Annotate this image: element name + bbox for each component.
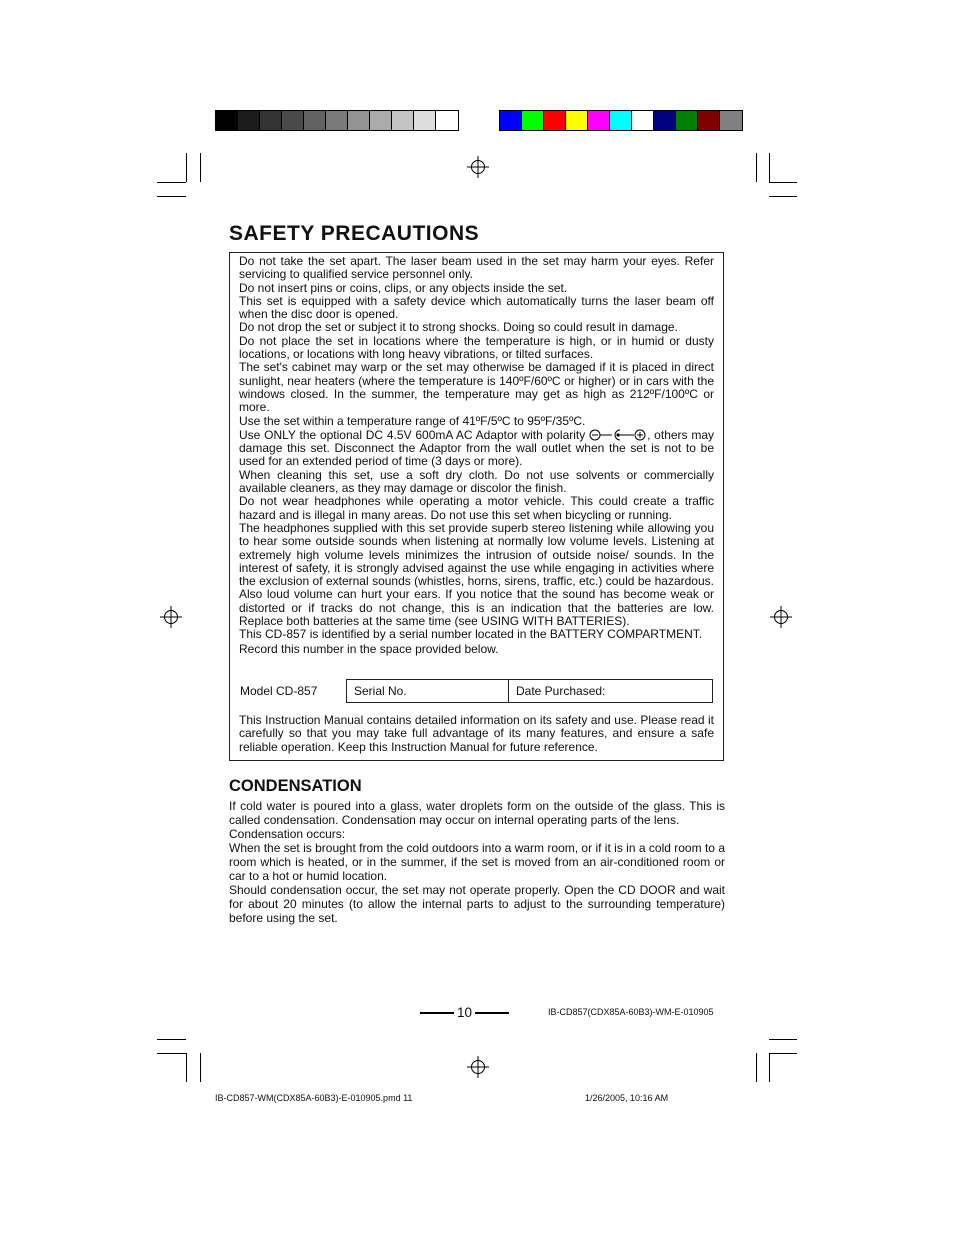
safety-paragraph: Use the set within a temperature range of 41ºF/5ºC to 95ºF/35ºC. [239,413,586,428]
crop-mark [157,196,186,197]
color-swatch [676,111,698,130]
registration-target-icon [770,606,792,628]
safety-paragraph: Do not drop the set or subject it to strong shocks. Doing so could result in damage. [239,320,678,335]
color-calibration-bar [499,110,743,131]
crop-mark [756,1053,757,1082]
color-swatch [392,111,414,130]
crop-mark [157,182,186,183]
safety-paragraph: This set is equipped with a safety device which automatically turns the laser beam off when the disc door is opened. [239,293,714,322]
registration-target-icon [467,156,489,178]
page-number: 10 [457,1005,473,1020]
safety-text [239,255,714,656]
crop-mark [200,153,201,182]
color-swatch [720,111,742,130]
color-swatch [414,111,436,130]
color-swatch [238,111,260,130]
crop-mark [186,153,187,182]
safety-paragraph: This CD-857 is identified by a serial number located in the BATTERY COMPARTMENT. [239,627,703,642]
manual-note [239,714,714,754]
page-number-rule [475,1012,509,1014]
color-swatch [566,111,588,130]
registration-target-icon [467,1056,489,1078]
section-title-condensation: CONDENSATION [229,777,362,795]
condensation-paragraph: Condensation occurs: [229,827,346,841]
color-swatch [698,111,720,130]
color-swatch [632,111,654,130]
condensation-text [229,799,725,925]
crop-mark [157,1053,186,1054]
color-swatch [654,111,676,130]
safety-paragraph: The headphones supplied with this set provide superb stereo listening while allowing you to hear some outside sounds when listening at normally low volume levels. Listening at extremely high volume levels minimizes the intrusion of outside noise/ sounds. In the interest of safety, it is strongly advised against the use while engaging in activities where the exclusion of external sounds (whistles, horns, sirens, traffic, etc.) could be hazardous. Also loud volume can hurt your ears. If you notice that the sound has become weak or distorted or if tracks do not change, this is an indication that the batteries are low. Replace both batteries at the same time (see USING WITH BATTERIES). [239,520,714,629]
safety-paragraph: Do not place the set in locations where the temperature is high, or in humid or dusty locations, or locations with long heavy vibrations, or tilted surfaces. [239,333,714,362]
model-label: Model CD-857 [240,684,318,698]
file-name: IB-CD857-WM(CDX85A-60B3)-E-010905.pmd 11 [215,1093,413,1103]
crop-mark [200,1053,201,1082]
crop-mark [769,182,797,183]
color-swatch [260,111,282,130]
manual-note-text: This Instruction Manual contains detailed information on its safety and use. Please read it carefully so that you may take full advantage of its many features, and ensure a safe reliable operation. Keep this Instruction Manual for future reference. [239,713,714,754]
color-swatch [610,111,632,130]
crop-mark [769,153,770,182]
page-number-rule [420,1012,454,1014]
color-swatch [282,111,304,130]
crop-mark [769,1053,797,1054]
crop-mark [186,1053,187,1082]
print-timestamp: 1/26/2005, 10:16 AM [585,1093,669,1103]
color-swatch [304,111,326,130]
safety-paragraph: Do not wear headphones while operating a motor vehicle. This could create a traffic hazard and is illegal in many areas. Do not use this set when bicycling or running. [239,494,714,522]
color-swatch [500,111,522,130]
color-swatch [326,111,348,130]
safety-paragraph: When cleaning this set, use a soft dry cloth. Do not use solvents or commercially available cleaners, as they may damage or discolor the finish. [239,467,714,496]
crop-mark [756,153,757,182]
adaptor-paragraph [239,428,714,469]
record-table [346,679,713,703]
adaptor-text-before: Use ONLY the optional DC 4.5V 600mA AC Adaptor with polarity [239,427,586,442]
color-swatch [588,111,610,130]
polarity-icon [589,428,647,442]
crop-mark [769,1039,797,1040]
grayscale-calibration-bar [215,110,459,131]
crop-mark [769,196,797,197]
condensation-paragraph: If cold water is poured into a glass, water droplets form on the outside of the glass. This is called condensation. Condensation may occur on internal operating parts of the lens. [229,799,725,827]
page-title: SAFETY PRECAUTIONS [229,222,480,245]
safety-paragraph: The set's cabinet may warp or the set may otherwise be damaged if it is placed in direct sunlight, near heaters (where the temperature is 140ºF/60ºC or higher) or in cars with the windows closed. In the summer, the temperature may get as high as 212ºF/100ºC or more. [239,360,714,415]
adaptor-text-after: , others may damage this set. Disconnect the Adaptor from the wall outlet when the set is not to be used for an extended period of time (3 days or more). [239,427,714,469]
document-code: IB-CD857(CDX85A-60B3)-WM-E-010905 [548,1007,714,1017]
condensation-paragraph: Should condensation occur, the set may not operate properly. Open the CD DOOR and wait for about 20 minutes (to allow the internal parts to adjust to the surrounding temperature) before using the set. [229,883,725,925]
color-swatch [348,111,370,130]
registration-target-icon [160,606,182,628]
color-swatch [216,111,238,130]
safety-paragraph: Do not insert pins or coins, clips, or any objects inside the set. [239,280,568,295]
condensation-paragraph: When the set is brought from the cold outdoors into a warm room, or if it is in a cold room to a room which is heated, or in the summer, if the set is moved from an air-conditioned room or car to a hot or humid location. [229,841,725,883]
safety-paragraph: Do not take the set apart. The laser beam used in the set may harm your eyes. Refer servicing to qualified service personnel only. [239,254,714,282]
color-swatch [370,111,392,130]
color-swatch [544,111,566,130]
date-purchased-cell: Date Purchased: [516,684,606,698]
crop-mark [769,1053,770,1082]
crop-mark [157,1039,186,1040]
color-swatch [522,111,544,130]
color-swatch [436,111,458,130]
serial-number-cell: Serial No. [347,680,509,702]
safety-paragraph: Record this number in the space provided below. [239,641,499,656]
